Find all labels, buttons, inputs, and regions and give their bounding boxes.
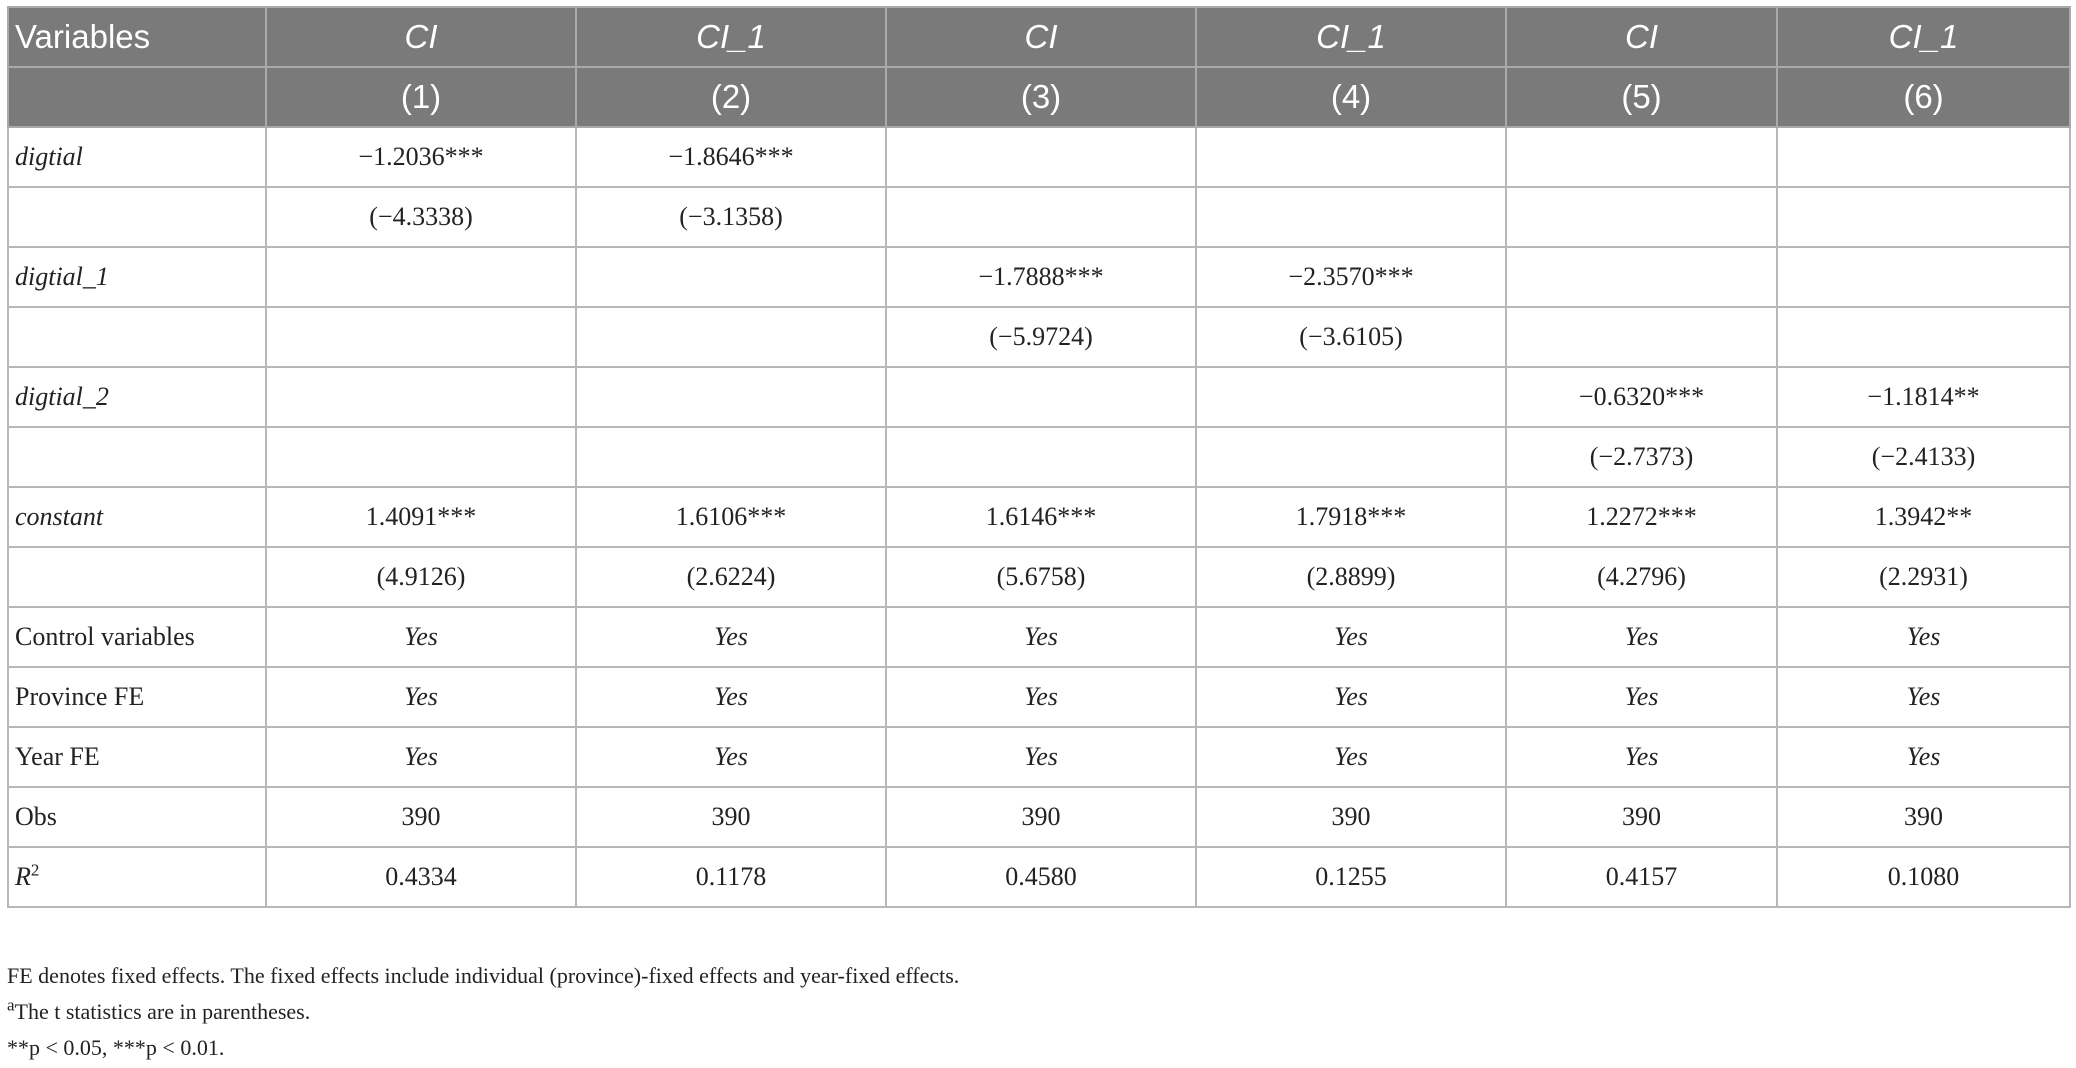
header-col-6: CI_1 bbox=[1777, 7, 2070, 67]
table-cell bbox=[886, 427, 1196, 487]
table-cell: 1.6106*** bbox=[576, 487, 886, 547]
row-label-superscript: 2 bbox=[30, 860, 40, 880]
table-row bbox=[8, 127, 2070, 187]
table-cell: −2.3570*** bbox=[1196, 247, 1506, 307]
column-number-4: (4) bbox=[1196, 67, 1506, 127]
table-cell bbox=[576, 427, 886, 487]
table-row bbox=[8, 727, 2070, 787]
column-number-1: (1) bbox=[266, 67, 576, 127]
row-label-text: Province FE bbox=[15, 682, 145, 711]
table-cell: 390 bbox=[1506, 787, 1777, 847]
row-label-text: Obs bbox=[15, 802, 57, 831]
table-cell: 1.7918*** bbox=[1196, 487, 1506, 547]
row-label bbox=[8, 247, 266, 307]
row-label bbox=[8, 187, 266, 247]
header-blank bbox=[8, 67, 266, 127]
table-cell: −1.8646*** bbox=[576, 127, 886, 187]
table-cell: (−3.1358) bbox=[576, 187, 886, 247]
table-cell: Yes bbox=[1506, 607, 1777, 667]
table-cell: Yes bbox=[576, 667, 886, 727]
table-cell: 0.1080 bbox=[1777, 847, 2070, 907]
table-cell bbox=[1777, 127, 2070, 187]
table-cell: (2.6224) bbox=[576, 547, 886, 607]
column-number-3: (3) bbox=[886, 67, 1196, 127]
table-cell bbox=[1506, 187, 1777, 247]
table-cell: Yes bbox=[1777, 607, 2070, 667]
table-cell bbox=[266, 427, 576, 487]
table-row bbox=[8, 667, 2070, 727]
table-cell bbox=[886, 367, 1196, 427]
row-label bbox=[8, 367, 266, 427]
table-cell: (−3.6105) bbox=[1196, 307, 1506, 367]
row-label bbox=[8, 547, 266, 607]
table-row bbox=[8, 487, 2070, 547]
table-row bbox=[8, 187, 2070, 247]
table-cell bbox=[1506, 127, 1777, 187]
table-row bbox=[8, 427, 2070, 487]
table-cell: Yes bbox=[1506, 727, 1777, 787]
table-row bbox=[8, 307, 2070, 367]
column-number-2: (2) bbox=[576, 67, 886, 127]
row-label bbox=[8, 127, 266, 187]
table-cell bbox=[1196, 427, 1506, 487]
table-cell: Yes bbox=[266, 667, 576, 727]
table-cell: 0.4157 bbox=[1506, 847, 1777, 907]
row-label-text: digtial bbox=[15, 142, 83, 171]
table-cell: 390 bbox=[1777, 787, 2070, 847]
note-fixed-effects: FE denotes fixed effects. The fixed effects include individual (province)-fixed effects and year-fixed effects. bbox=[7, 963, 960, 988]
table-row bbox=[8, 787, 2070, 847]
table-cell: Yes bbox=[266, 607, 576, 667]
header-col-5: CI bbox=[1506, 7, 1777, 67]
table-cell: 0.1178 bbox=[576, 847, 886, 907]
table-cell: 0.4580 bbox=[886, 847, 1196, 907]
table-cell: Yes bbox=[886, 607, 1196, 667]
row-label bbox=[8, 787, 266, 847]
row-label bbox=[8, 607, 266, 667]
table-cell bbox=[1506, 247, 1777, 307]
row-label-text: R bbox=[15, 862, 31, 891]
note-significance: **p < 0.05, ***p < 0.01. bbox=[7, 1035, 225, 1060]
table-cell: 0.4334 bbox=[266, 847, 576, 907]
row-label bbox=[8, 847, 266, 907]
table-cell bbox=[576, 367, 886, 427]
table-cell: −0.6320*** bbox=[1506, 367, 1777, 427]
row-label bbox=[8, 427, 266, 487]
column-number-5: (5) bbox=[1506, 67, 1777, 127]
table-cell: Yes bbox=[1196, 727, 1506, 787]
header-row-column-numbers bbox=[8, 67, 2070, 127]
table-row bbox=[8, 547, 2070, 607]
table-cell: 1.2272*** bbox=[1506, 487, 1777, 547]
table-cell: Yes bbox=[576, 607, 886, 667]
regression-table-container bbox=[7, 6, 2069, 908]
table-cell: 0.1255 bbox=[1196, 847, 1506, 907]
table-cell: Yes bbox=[886, 667, 1196, 727]
table-row bbox=[8, 367, 2070, 427]
header-variables: Variables bbox=[8, 7, 266, 67]
table-cell: 390 bbox=[1196, 787, 1506, 847]
table-notes bbox=[7, 958, 2067, 1066]
table-body bbox=[8, 127, 2070, 907]
table-cell: Yes bbox=[1196, 607, 1506, 667]
header-col-2: CI_1 bbox=[576, 7, 886, 67]
table-cell bbox=[886, 127, 1196, 187]
table-cell: 390 bbox=[266, 787, 576, 847]
table-cell: Yes bbox=[576, 727, 886, 787]
note-t-statistics-text: The t statistics are in parentheses. bbox=[14, 999, 311, 1024]
table-cell: (2.2931) bbox=[1777, 547, 2070, 607]
table-cell bbox=[266, 367, 576, 427]
table-cell bbox=[1196, 127, 1506, 187]
row-label-text: Year FE bbox=[15, 742, 100, 771]
table-cell bbox=[1196, 367, 1506, 427]
table-cell bbox=[266, 247, 576, 307]
note-superscript: a bbox=[7, 995, 15, 1015]
table-cell: (5.6758) bbox=[886, 547, 1196, 607]
table-cell: Yes bbox=[1777, 667, 2070, 727]
table-cell: 390 bbox=[576, 787, 886, 847]
header-col-4: CI_1 bbox=[1196, 7, 1506, 67]
table-row bbox=[8, 247, 2070, 307]
table-cell: Yes bbox=[886, 727, 1196, 787]
table-cell: Yes bbox=[1777, 727, 2070, 787]
regression-table bbox=[7, 6, 2071, 908]
table-cell: −1.1814** bbox=[1777, 367, 2070, 427]
header-col-1: CI bbox=[266, 7, 576, 67]
table-cell: (4.9126) bbox=[266, 547, 576, 607]
table-cell: (2.8899) bbox=[1196, 547, 1506, 607]
table-row bbox=[8, 607, 2070, 667]
table-cell: Yes bbox=[1506, 667, 1777, 727]
row-label bbox=[8, 307, 266, 367]
table-cell bbox=[576, 247, 886, 307]
row-label-text: Control variables bbox=[15, 622, 195, 651]
table-cell bbox=[1506, 307, 1777, 367]
table-cell: 1.3942** bbox=[1777, 487, 2070, 547]
table-cell: 1.6146*** bbox=[886, 487, 1196, 547]
table-cell: 1.4091*** bbox=[266, 487, 576, 547]
header-row-dependent-variables bbox=[8, 7, 2070, 67]
table-cell bbox=[886, 187, 1196, 247]
row-label-text: digtial_2 bbox=[15, 382, 109, 411]
row-label-text: constant bbox=[15, 502, 104, 531]
table-cell bbox=[1777, 307, 2070, 367]
header-col-3: CI bbox=[886, 7, 1196, 67]
table-cell: −1.7888*** bbox=[886, 247, 1196, 307]
table-cell bbox=[1777, 247, 2070, 307]
row-label-text: digtial_1 bbox=[15, 262, 109, 291]
table-cell: −1.2036*** bbox=[266, 127, 576, 187]
row-label bbox=[8, 667, 266, 727]
table-cell bbox=[1777, 187, 2070, 247]
row-label bbox=[8, 487, 266, 547]
row-label bbox=[8, 727, 266, 787]
table-cell: (4.2796) bbox=[1506, 547, 1777, 607]
table-cell: 390 bbox=[886, 787, 1196, 847]
table-row bbox=[8, 847, 2070, 907]
table-cell: (−2.7373) bbox=[1506, 427, 1777, 487]
table-cell: Yes bbox=[266, 727, 576, 787]
note-t-statistics bbox=[7, 994, 2067, 1030]
table-cell bbox=[1196, 187, 1506, 247]
table-cell: (−2.4133) bbox=[1777, 427, 2070, 487]
column-number-6: (6) bbox=[1777, 67, 2070, 127]
table-cell: (−5.9724) bbox=[886, 307, 1196, 367]
table-cell bbox=[576, 307, 886, 367]
table-cell: Yes bbox=[1196, 667, 1506, 727]
table-cell bbox=[266, 307, 576, 367]
table-cell: (−4.3338) bbox=[266, 187, 576, 247]
